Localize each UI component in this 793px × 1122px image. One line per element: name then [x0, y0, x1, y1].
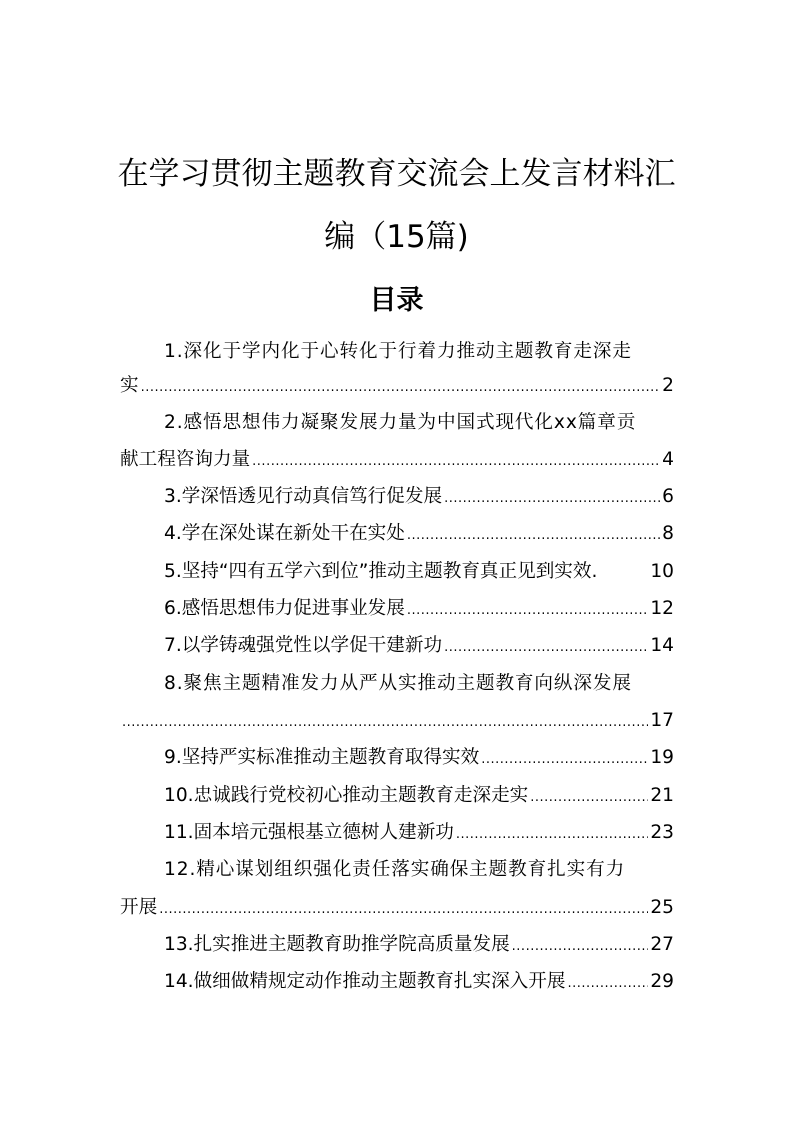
toc-entry-title-cont: 开展: [120, 897, 158, 918]
toc-entry-12-line-1[interactable]: [164, 856, 674, 884]
toc-entry-title: 8.聚焦主题精准发力从严从实推动主题教育向纵深发展: [164, 673, 632, 694]
toc-entry-4[interactable]: [164, 520, 674, 548]
toc-page-number: 27: [650, 934, 674, 955]
toc-leader-dots: [122, 709, 648, 737]
toc-leader-dots: [159, 896, 648, 924]
toc-leader-dots: [444, 634, 648, 662]
toc-leader-dots: [481, 746, 648, 774]
toc-entry-title: 10.忠诚践行党校初心推动主题教育走深走实: [164, 785, 529, 806]
toc-page-number: 29: [650, 971, 674, 992]
toc-page-number: 10: [650, 561, 674, 582]
toc-entry-title: 9.坚持严实标准推动主题教育取得实效: [164, 747, 480, 768]
toc-entry-5[interactable]: [164, 558, 674, 586]
toc-entry-title: 5.坚持“四有五学六到位”推动主题教育真正见到实效.: [164, 561, 598, 582]
toc-entry-6[interactable]: [164, 595, 674, 623]
toc-entry-7[interactable]: [164, 632, 674, 660]
toc-entry-2-line-2[interactable]: [120, 446, 674, 474]
toc-entry-8-line-2[interactable]: [120, 707, 674, 735]
toc-entry-title: 2.感悟思想伟力凝聚发展力量为中国式现代化xx篇章贡: [164, 412, 637, 433]
toc-entry-13[interactable]: [164, 931, 674, 959]
document-title-line-1: 在学习贯彻主题教育交流会上发言材料汇: [117, 156, 676, 192]
toc-entry-title: 3.学深悟透见行动真信笃行促发展: [164, 486, 443, 507]
toc-page-number: 21: [650, 785, 674, 806]
toc-leader-dots: [456, 821, 648, 849]
toc-page-number: 4: [662, 449, 674, 470]
toc-leader-dots: [252, 448, 660, 476]
toc-leader-dots: [567, 970, 648, 998]
toc-page-number: 2: [662, 375, 674, 396]
toc-page-number: 17: [650, 710, 674, 731]
toc-entry-title: 14.做细做精规定动作推动主题教育扎实深入开展: [164, 971, 566, 992]
toc-entry-title: 6.感悟思想伟力促进事业发展: [164, 598, 405, 619]
toc-entry-1-line-1[interactable]: [164, 338, 674, 366]
toc-entry-title-cont: 献工程咨询力量: [120, 449, 251, 470]
toc-entry-14[interactable]: [164, 968, 674, 996]
toc-entry-9[interactable]: [164, 744, 674, 772]
toc-page-number: 19: [650, 747, 674, 768]
toc-entry-12-line-2[interactable]: [120, 894, 674, 922]
toc-entry-title: 11.固本培元强根基立德树人建新功: [164, 822, 454, 843]
toc-entry-1-line-2[interactable]: [120, 372, 674, 400]
toc-entry-title: 12.精心谋划组织强化责任落实确保主题教育扎实有力: [164, 859, 626, 880]
toc-page-number: 12: [650, 598, 674, 619]
toc-entry-2-line-1[interactable]: [164, 409, 674, 437]
toc-entry-title-cont: 实: [120, 375, 139, 396]
toc-entry-11[interactable]: [164, 819, 674, 847]
toc-heading: 目录: [369, 285, 424, 316]
toc-entry-title: 4.学在深处谋在新处干在实处: [164, 523, 405, 544]
toc-page-number: 25: [650, 897, 674, 918]
document-title-line-2: 编（15篇): [324, 219, 469, 255]
toc-entry-8-line-1[interactable]: [164, 670, 674, 698]
toc-page-number: 14: [650, 635, 674, 656]
toc-leader-dots: [407, 597, 648, 625]
toc-leader-dots: [444, 485, 660, 513]
toc-leader-dots: [530, 784, 648, 812]
toc-leader-dots: [141, 374, 661, 402]
toc-entry-3[interactable]: [164, 483, 674, 511]
toc-leader-dots: [407, 522, 660, 550]
toc-page-number: 23: [650, 822, 674, 843]
toc-page-number: 8: [662, 523, 674, 544]
toc-page-number: 6: [662, 486, 674, 507]
toc-entry-title: 13.扎实推进主题教育助推学院高质量发展: [164, 934, 510, 955]
toc-leader-dots: [512, 933, 649, 961]
toc-entry-title: 1.深化于学内化于心转化于行着力推动主题教育走深走: [164, 341, 632, 362]
toc-entry-title: 7.以学铸魂强党性以学促干建新功: [164, 635, 443, 656]
toc-entry-10[interactable]: [164, 782, 674, 810]
